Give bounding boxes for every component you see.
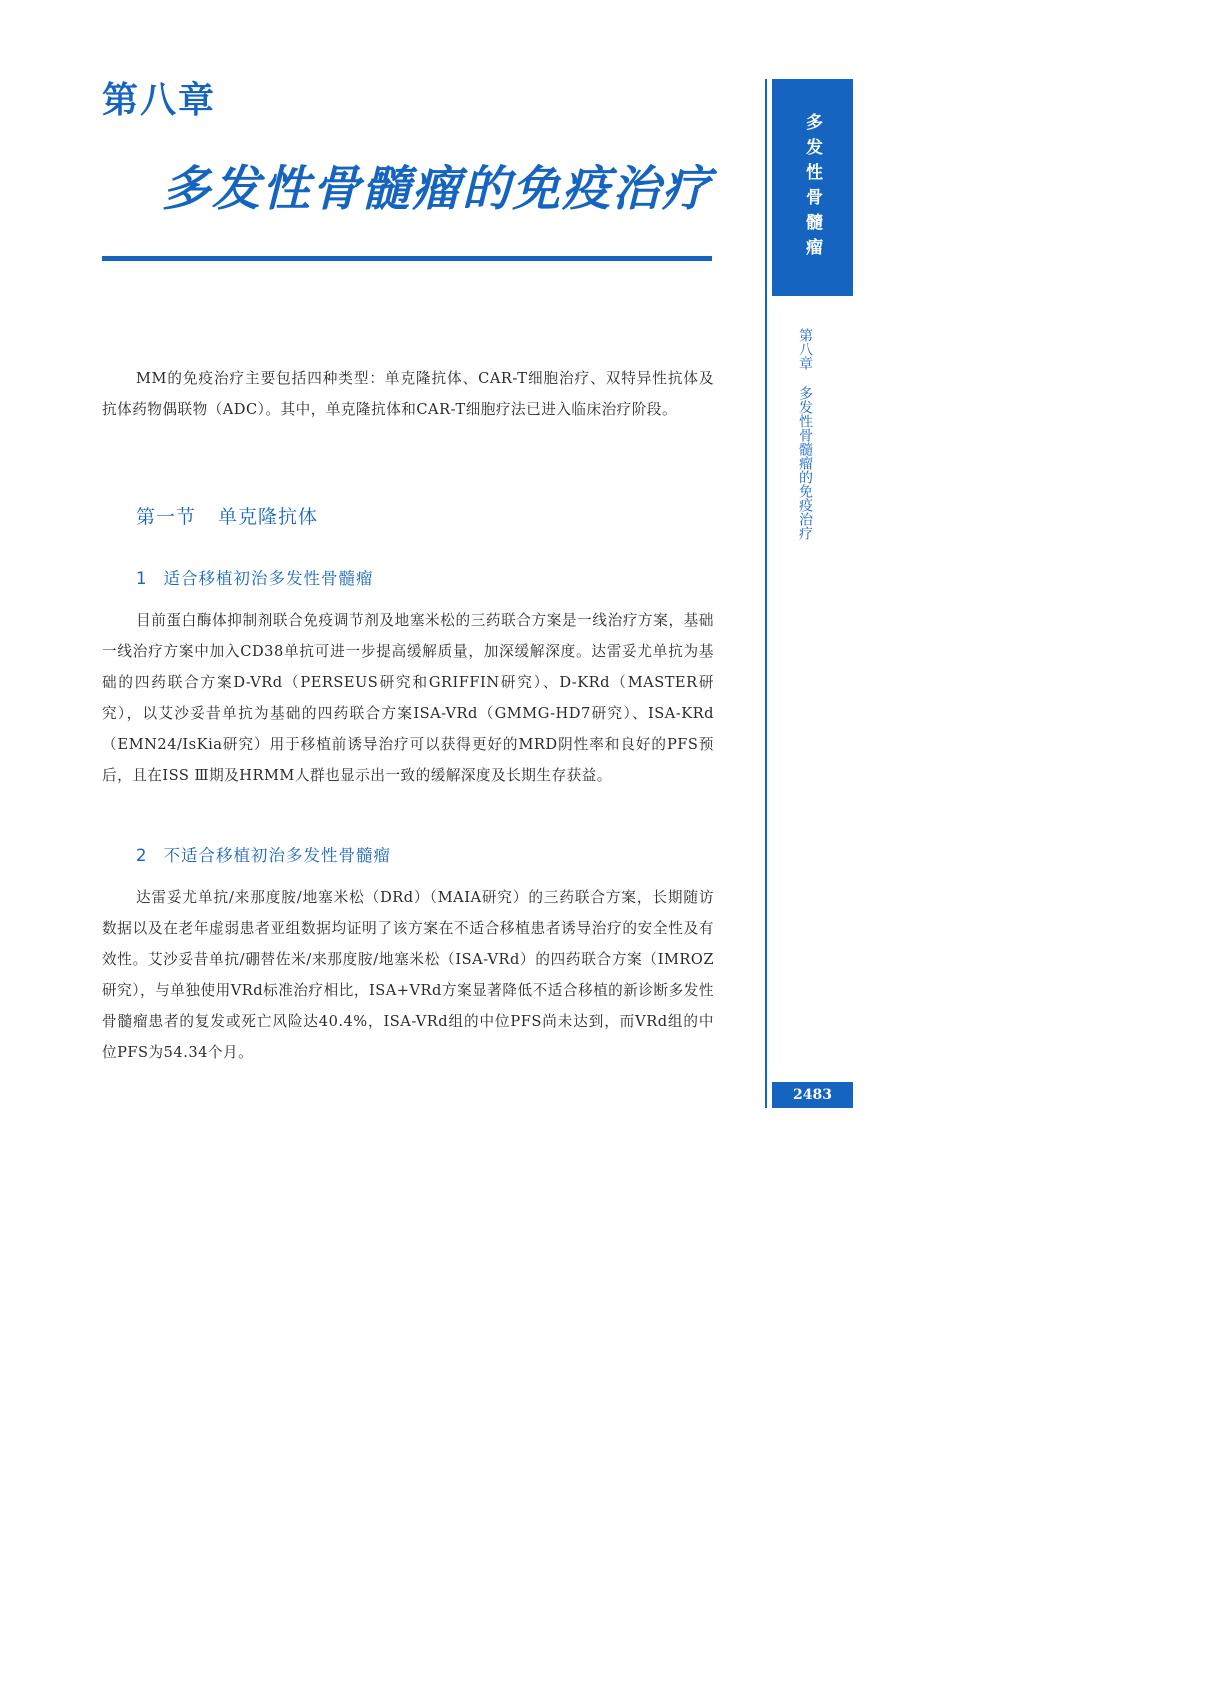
section-number: 第一节	[136, 506, 197, 528]
title-rule	[102, 256, 712, 261]
subsection-2-body: 达雷妥尤单抗/来那度胺/地塞米松（DRd）（MAIA研究）的三药联合方案，长期随访数据以及在老年虚弱患者亚组数据均证明了该方案在不适合移植患者诱导治疗的安全性及有效性。艾沙妥昔单抗/硼替佐米/来那度胺/地塞米松（ISA-VRd）的四药联合方案（IMROZ研究），与单独使用VRd标准治疗相比，ISA+VRd方案显著降低不适合移植的新诊断多发性骨髓瘤患者的复发或死亡风险达40.4%，ISA-VRd组的中位PFS尚未达到，而VRd组的中位PFS为54.34个月。	[102, 889, 714, 1061]
subsection-title: 适合移植初治多发性骨髓瘤	[163, 569, 374, 588]
chapter-label: 第八章	[102, 80, 217, 121]
section-heading	[136, 502, 318, 529]
subsection-heading-1	[136, 565, 374, 589]
side-running-title: 第八章 多发性骨髓瘤的免疫治疗	[797, 328, 813, 540]
subsection-1-body: 目前蛋白酶体抑制剂联合免疫调节剂及地塞米松的三药联合方案是一线治疗方案，基础一线治疗方案中加入CD38单抗可进一步提高缓解质量，加深缓解深度。达雷妥尤单抗为基础的四药联合方案D-VRd（PERSEUS研究和GRIFFIN研究）、D-KRd（MASTER研究），以艾沙妥昔单抗为基础的四药联合方案ISA-VRd（GMMG-HD7研究）、ISA-KRd（EMN24/IsKia研究）用于移植前诱导治疗可以获得更好的MRD阴性率和良好的PFS预后，且在ISS Ⅲ期及HRMM人群也显示出一致的缓解深度及长期生存获益。	[102, 612, 714, 784]
page-number: 2483	[772, 1082, 853, 1108]
subsection-heading-2	[136, 842, 391, 866]
subsection-number: 1	[136, 569, 148, 588]
subsection-title: 不适合移植初治多发性骨髓瘤	[163, 846, 391, 865]
subsection-number: 2	[136, 846, 148, 865]
side-tab: 多发性骨髓瘤	[772, 79, 853, 296]
chapter-title: 多发性骨髓瘤的免疫治疗	[161, 161, 712, 217]
intro-paragraph: MM的免疫治疗主要包括四种类型：单克隆抗体、CAR-T细胞治疗、双特异性抗体及抗体药物偶联物（ADC）。其中，单克隆抗体和CAR-T细胞疗法已进入临床治疗阶段。	[102, 370, 714, 418]
side-divider-line	[765, 79, 767, 1108]
section-title: 单克隆抗体	[218, 506, 319, 528]
